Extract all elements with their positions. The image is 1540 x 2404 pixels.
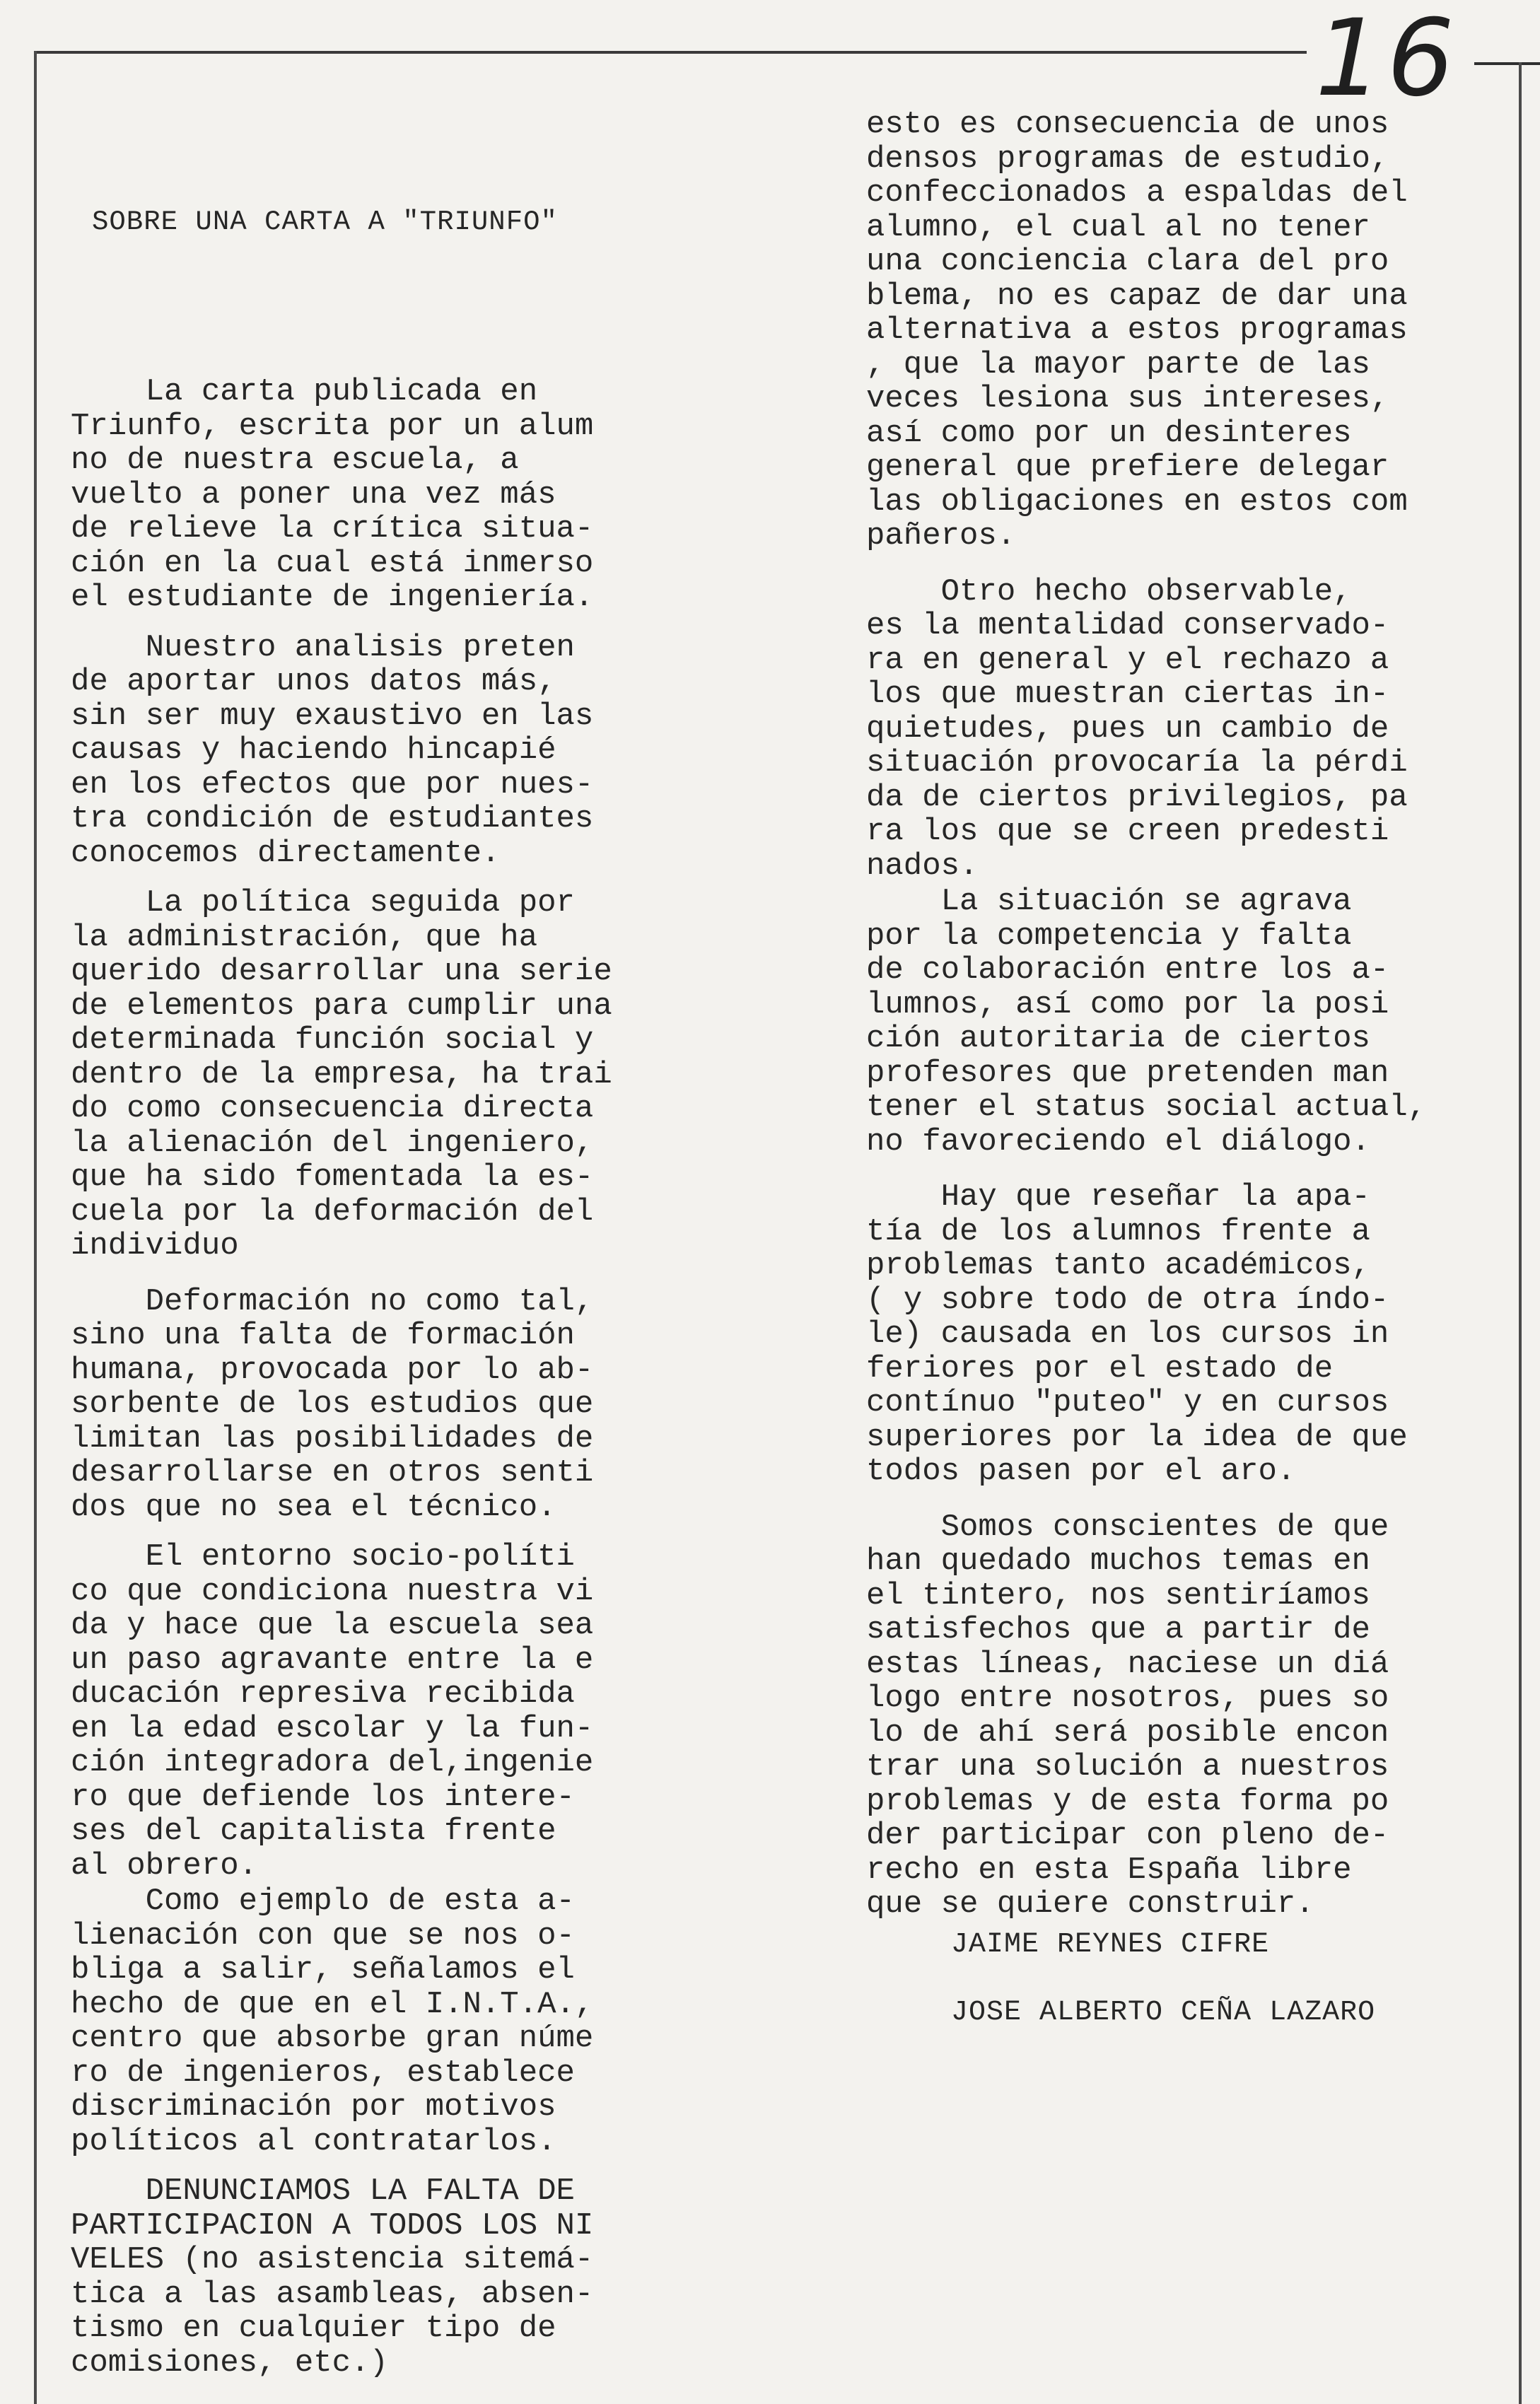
text-line: políticos al contratarlos.	[71, 2123, 556, 2159]
text-line: lo de ahí será posible encon	[866, 1715, 1389, 1751]
text-line: querido desarrollar una serie	[71, 954, 612, 989]
text-line: La política seguida por	[71, 885, 575, 921]
text-line: profesores que pretenden man	[866, 1055, 1389, 1091]
text-line: ción integradora del,ingenie	[71, 1745, 594, 1780]
text-line: causas y haciendo hincapié	[71, 733, 556, 768]
text-line: hecho de que en el I.N.T.A.,	[71, 1986, 594, 2022]
signature-1: JAIME REYNES CIFRE	[951, 1929, 1270, 1961]
text-line: Otro hecho observable,	[866, 573, 1352, 609]
text-line: conocemos directamente.	[71, 835, 501, 871]
page-number: 16	[1315, 0, 1459, 120]
text-line: que se quiere construir.	[866, 1886, 1314, 1922]
article-title: SOBRE UNA CARTA A "TRIUNFO"	[92, 206, 558, 238]
top-rule-right	[1474, 62, 1540, 65]
paragraph	[866, 1180, 1426, 1489]
text-line: VELES (no asistencia sitemá-	[71, 2242, 594, 2277]
text-line: El entorno socio-políti	[71, 1539, 575, 1575]
text-line: tismo en cualquier tipo de	[71, 2311, 556, 2346]
text-line: satisfechos que a partir de	[866, 1612, 1370, 1647]
left-column	[71, 375, 612, 2380]
text-line: bliga a salir, señalamos el	[71, 1952, 575, 1988]
text-line: problemas y de esta forma po	[866, 1783, 1389, 1819]
text-line: superiores por la idea de que	[866, 1419, 1408, 1455]
text-line: la administración, que ha	[71, 919, 538, 955]
text-line: lumnos, así como por la posi	[866, 986, 1389, 1022]
text-line: estas líneas, naciese un diá	[866, 1646, 1389, 1682]
text-line: pañeros.	[866, 518, 1016, 554]
text-line: Nuestro analisis preten	[71, 629, 575, 665]
text-line: un paso agravante entre la e	[71, 1642, 594, 1678]
text-line: que ha sido fomentada la es-	[71, 1160, 594, 1195]
text-line: por la competencia y falta	[866, 918, 1352, 954]
text-line: han quedado muchos temas en	[866, 1544, 1370, 1579]
paragraph-gap	[866, 554, 1426, 575]
text-line: cuela por la deformación del	[71, 1194, 594, 1230]
text-line: es la mentalidad conservado-	[866, 608, 1389, 643]
text-line: ro de ingenieros, establece	[71, 2055, 575, 2091]
text-line: tra condición de estudiantes	[71, 801, 594, 836]
text-line: problemas tanto académicos,	[866, 1248, 1370, 1283]
text-line: de aportar unos datos más,	[71, 664, 556, 699]
text-line: de relieve la crítica situa-	[71, 511, 594, 547]
right-column	[866, 107, 1426, 1922]
text-line: limitan las posibilidades de	[71, 1420, 594, 1457]
text-line: tía de los alumnos frente a	[866, 1213, 1370, 1249]
paragraph-gap	[71, 615, 612, 631]
text-line: contínuo "puteo" y en cursos	[866, 1385, 1389, 1420]
left-border	[34, 51, 37, 2404]
paragraph	[866, 575, 1426, 884]
paragraph-gap	[866, 1489, 1426, 1510]
text-line: individuo	[71, 1228, 239, 1264]
text-line: der participar con pleno de-	[866, 1818, 1389, 1853]
text-line: tica a las asambleas, absen-	[71, 2276, 594, 2312]
text-line: vuelto a poner una vez más	[71, 477, 556, 513]
text-line: veces lesiona sus intereses,	[866, 381, 1389, 416]
text-line: lienación con que se nos o-	[71, 1918, 575, 1954]
text-line: do como consecuencia directa	[71, 1091, 594, 1126]
text-line: la alienación del ingeniero,	[71, 1125, 594, 1161]
paragraph	[866, 107, 1426, 554]
text-line: Como ejemplo de esta a-	[71, 1884, 575, 1919]
text-line: el tintero, nos sentiríamos	[866, 1577, 1370, 1614]
paragraph	[71, 1285, 612, 1525]
top-rule	[34, 51, 1307, 54]
paragraph	[866, 885, 1426, 1159]
text-line: situación provocaría la pérdi	[866, 745, 1408, 781]
text-line: sin ser muy exaustivo en las	[71, 698, 594, 734]
text-line: tener el status social actual,	[866, 1090, 1427, 1125]
text-line: recho en esta España libre	[866, 1852, 1352, 1888]
text-line: en la edad escolar y la fun-	[71, 1710, 594, 1746]
text-line: Somos conscientes de que	[866, 1509, 1389, 1545]
text-line: nados.	[866, 848, 979, 884]
text-line: quietudes, pues un cambio de	[866, 711, 1389, 747]
text-line: comisiones, etc.)	[71, 2345, 388, 2381]
paragraph	[866, 1510, 1426, 1922]
text-line: todos pasen por el aro.	[866, 1454, 1296, 1489]
text-line: una conciencia clara del pro	[866, 244, 1389, 279]
text-line: ra los que se creen predesti	[866, 814, 1389, 849]
text-line: de colaboración entre los a-	[866, 952, 1389, 988]
text-line: blema, no es capaz de dar una	[866, 278, 1408, 314]
text-line: le) causada en los cursos in	[866, 1317, 1389, 1352]
text-line: Hay que reseñar la apa-	[866, 1179, 1370, 1215]
text-line: PARTICIPACION A TODOS LOS NI	[71, 2207, 594, 2243]
text-line: de elementos para cumplir una	[71, 988, 612, 1024]
paragraph-gap	[71, 2159, 612, 2174]
text-line: DENUNCIAMOS LA FALTA DE	[71, 2173, 575, 2209]
paragraph-gap	[866, 1159, 1426, 1180]
paragraph-gap	[71, 1264, 612, 1285]
text-line: logo entre nosotros, pues so	[866, 1681, 1389, 1716]
text-line: alternativa a estos programas	[866, 313, 1408, 348]
text-line: humana, provocada por lo ab-	[71, 1352, 594, 1388]
text-line: las obligaciones en estos com	[866, 484, 1408, 520]
text-line: alumno, el cual al no tener	[866, 209, 1370, 245]
text-line: ra en general y el rechazo a	[866, 642, 1389, 678]
text-line: La situación se agrava	[866, 884, 1352, 919]
text-line: no favoreciendo el diálogo.	[866, 1124, 1370, 1160]
text-line: dos que no sea el técnico.	[71, 1489, 556, 1525]
text-line: La carta publicada en	[71, 374, 538, 409]
signature-2: JOSE ALBERTO CEÑA LAZARO	[951, 1997, 1376, 2029]
text-line: los que muestran ciertas in-	[866, 677, 1389, 712]
text-line: sino una falta de formación	[71, 1318, 575, 1353]
text-line: , que la mayor parte de las	[866, 346, 1370, 383]
paragraph-gap	[71, 1524, 612, 1540]
right-border	[1519, 62, 1522, 2404]
text-line: no de nuestra escuela, a	[71, 443, 519, 478]
text-line: dentro de la empresa, ha trai	[71, 1056, 612, 1092]
text-line: trar una solución a nuestros	[866, 1749, 1389, 1785]
paragraph	[71, 375, 612, 615]
paragraph	[71, 631, 612, 871]
text-line: da de ciertos privilegios, pa	[866, 779, 1408, 815]
text-line: ducación represiva recibida	[71, 1676, 575, 1712]
text-line: en los efectos que por nues-	[71, 766, 594, 803]
paragraph	[71, 1884, 612, 2159]
text-line: sorbente de los estudios que	[71, 1387, 594, 1422]
text-line: ( y sobre todo de otra índo-	[866, 1282, 1389, 1318]
text-line: desarrollarse en otros senti	[71, 1455, 594, 1490]
paragraph	[71, 886, 612, 1264]
text-line: confeccionados a espaldas del	[866, 175, 1408, 211]
text-line: ción autoritaria de ciertos	[866, 1021, 1370, 1056]
text-line: Deformación no como tal,	[71, 1283, 594, 1319]
text-line: Triunfo, escrita por un alum	[71, 408, 594, 444]
text-line: centro que absorbe gran núme	[71, 2021, 594, 2056]
paragraph	[71, 1540, 612, 1883]
text-line: ción en la cual está inmerso	[71, 545, 594, 581]
text-line: esto es consecuencia de unos	[866, 107, 1389, 142]
text-line: el estudiante de ingeniería.	[71, 580, 594, 615]
text-line: densos programas de estudio,	[866, 141, 1389, 177]
text-line: co que condiciona nuestra vi	[71, 1573, 594, 1609]
text-line: da y hace que la escuela sea	[71, 1608, 594, 1643]
text-line: ro que defiende los intere-	[71, 1779, 575, 1815]
text-line: feriores por el estado de	[866, 1350, 1334, 1387]
text-line: discriminación por motivos	[71, 2089, 556, 2125]
text-line: determinada función social y	[71, 1022, 594, 1058]
text-line: ses del capitalista frente	[71, 1814, 556, 1849]
text-line: general que prefiere delegar	[866, 450, 1389, 485]
text-line: así como por un desinteres	[866, 415, 1352, 451]
text-line: al obrero.	[71, 1848, 258, 1884]
paragraph	[71, 2174, 612, 2380]
paragraph-gap	[71, 870, 612, 886]
